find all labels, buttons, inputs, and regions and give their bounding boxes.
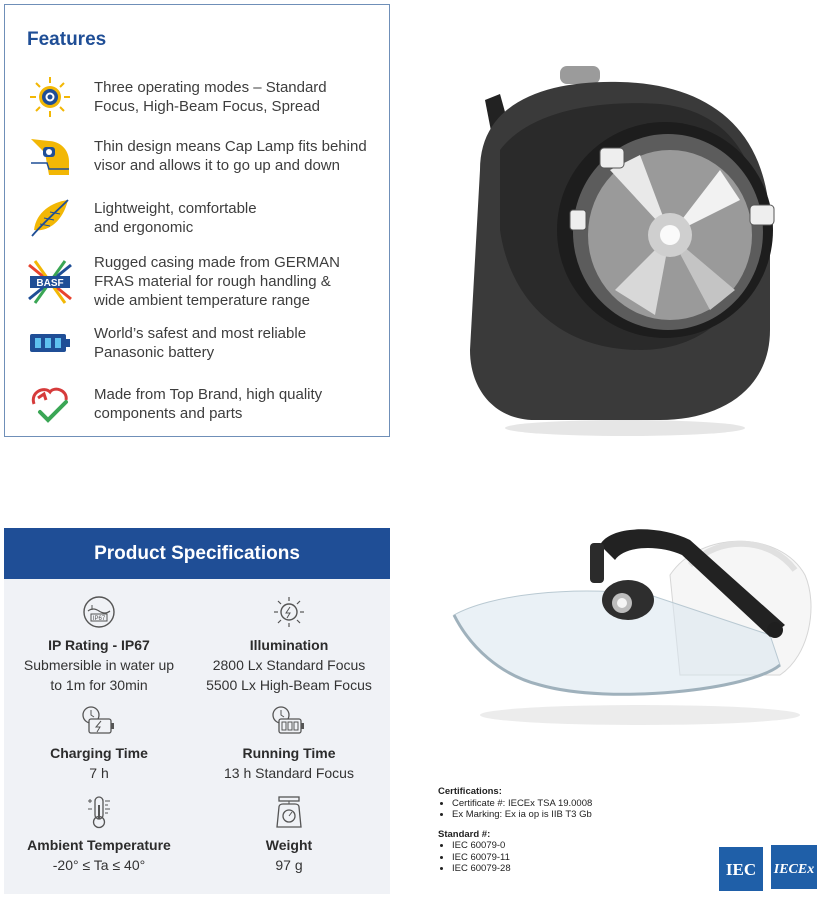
feather-icon (27, 195, 73, 241)
specs-title: Product Specifications (4, 528, 390, 579)
helmet-icon (27, 133, 73, 179)
product-specifications-panel (4, 528, 390, 894)
standard-label: Standard #: (438, 828, 491, 840)
spec-charging-time: Charging Time 7 h (4, 701, 194, 783)
features-title: Features (27, 29, 107, 50)
feature-item (27, 253, 377, 310)
feature-item (27, 74, 377, 120)
certifications-list (438, 798, 698, 821)
charging-time-icon (4, 701, 194, 737)
list-item: • IEC 60079-0 (452, 840, 698, 852)
water-resistance-icon (4, 593, 194, 629)
helmet-with-visor-image (450, 515, 826, 730)
iec-logo: IEC (725, 860, 757, 879)
cap-lamp-image (440, 60, 795, 440)
certification-logos (717, 843, 821, 893)
feature-item (27, 195, 377, 241)
list-item: • IEC 60079-11 (452, 852, 698, 864)
iecex-logo: IECEx (773, 862, 815, 877)
spec-ambient-temperature: Ambient Temperature -20° ≤ Ta ≤ 40° (4, 793, 194, 875)
weight-scale-icon (194, 793, 384, 829)
svg-text:IP67: IP67 (92, 616, 106, 622)
certifications-block (438, 786, 698, 883)
spec-ip-rating: IP67 IP Rating - IP67 Submersible in water up to 1m for 30min (4, 593, 194, 695)
feature-text: World’s safest and most reliable Panasonic battery (94, 325, 307, 361)
basf-logo-icon (27, 259, 73, 305)
quality-check-icon (27, 381, 73, 427)
certifications-label: Certifications: (438, 786, 502, 797)
feature-item (27, 320, 377, 366)
feature-text: Thin design means Cap Lamp fits behind visor and allows it to go up and down (94, 138, 367, 174)
svg-text:BASF: BASF (36, 277, 64, 289)
sun-mode-icon (27, 74, 73, 120)
feature-text: Three operating modes – Standard Focus, High-Beam Focus, Spread (94, 79, 327, 115)
battery-icon (27, 320, 73, 366)
spec-illumination: Illumination 2800 Lx Standard Focus 5500 Lx High-Beam Focus (194, 593, 384, 695)
list-item: • Certificate #: IECEx TSA 19.0008 (452, 798, 698, 810)
features-panel (4, 4, 390, 437)
spec-running-time: Running Time 13 h Standard Focus (194, 701, 384, 783)
list-item: • IEC 60079-28 (452, 863, 698, 875)
feature-item (27, 133, 377, 179)
feature-text: Lightweight, comfortable and ergonomic (94, 200, 257, 236)
list-item: • Ex Marking: Ex ia op is IIB T3 Gb (452, 809, 698, 821)
spec-weight: Weight 97 g (194, 793, 384, 875)
running-time-icon (194, 701, 384, 737)
feature-text: Made from Top Brand, high quality components and parts (94, 386, 323, 422)
thermometer-icon (4, 793, 194, 829)
feature-text: Rugged casing made from GERMAN FRAS material for rough handling & wide ambient temperature range (94, 254, 340, 309)
standards-list (438, 840, 698, 875)
illumination-icon (194, 593, 384, 629)
feature-item (27, 381, 377, 427)
